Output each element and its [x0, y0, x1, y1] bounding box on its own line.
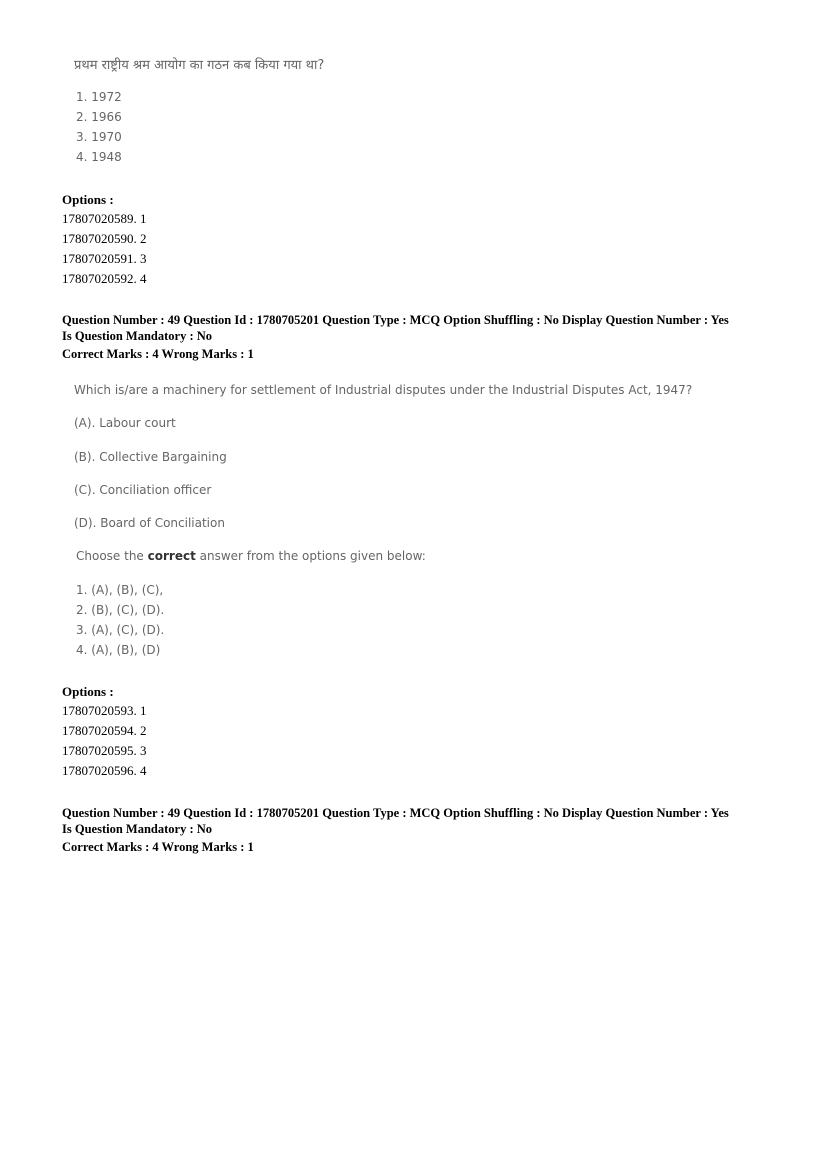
- choice-3: 3. 1970: [76, 130, 122, 144]
- option-id: 17807020596. 4: [62, 763, 147, 778]
- mandatory-line: Is Question Mandatory : No: [62, 329, 213, 343]
- choice-4: 4. 1948: [76, 150, 122, 164]
- choice-2: 2. 1966: [76, 110, 122, 124]
- option-id: 17807020589. 1: [62, 211, 147, 226]
- option-id: 17807020592. 4: [62, 271, 147, 286]
- choice-3: 3. (A), (C), (D).: [76, 623, 165, 637]
- choice-2: 2. (B), (C), (D).: [76, 603, 165, 617]
- choice-4: 4. (A), (B), (D): [76, 643, 161, 657]
- mandatory-line: Is Question Mandatory : No: [62, 822, 213, 836]
- option-id: 17807020593. 1: [62, 703, 147, 718]
- option-id: 17807020590. 2: [62, 231, 147, 246]
- instruction-pre: Choose the: [76, 549, 148, 563]
- instruction: [76, 549, 426, 563]
- option-id: 17807020594. 2: [62, 723, 147, 738]
- instruction-keyword: correct: [147, 549, 196, 563]
- marks-line: Correct Marks : 4 Wrong Marks : 1: [62, 840, 254, 854]
- marks-line: Correct Marks : 4 Wrong Marks : 1: [62, 347, 254, 361]
- statement-b: (B). Collective Bargaining: [74, 450, 227, 464]
- instruction-post: answer from the options given below:: [195, 549, 426, 563]
- question-meta: Question Number : 49 Question Id : 1780705201 Question Type : MCQ Option Shuffling : No Display Question Number : Yes: [62, 313, 729, 327]
- option-id: 17807020595. 3: [62, 743, 147, 758]
- option-id: 17807020591. 3: [62, 251, 147, 266]
- question-text: Which is/are a machinery for settlement of Industrial disputes under the Industrial Disputes Act, 1947?: [74, 383, 693, 397]
- choice-1: 1. 1972: [76, 90, 122, 104]
- question-text: प्रथम राष्ट्रीय श्रम आयोग का गठन कब किया गया था?: [74, 58, 325, 73]
- options-heading: Options :: [62, 192, 114, 207]
- choice-1: 1. (A), (B), (C),: [76, 583, 164, 597]
- question-meta: Question Number : 49 Question Id : 1780705201 Question Type : MCQ Option Shuffling : No Display Question Number : Yes: [62, 806, 729, 820]
- statement-a: (A). Labour court: [74, 416, 176, 430]
- statement-c: (C). Conciliation officer: [74, 483, 212, 497]
- statement-d: (D). Board of Conciliation: [74, 516, 225, 530]
- options-heading: Options :: [62, 684, 114, 699]
